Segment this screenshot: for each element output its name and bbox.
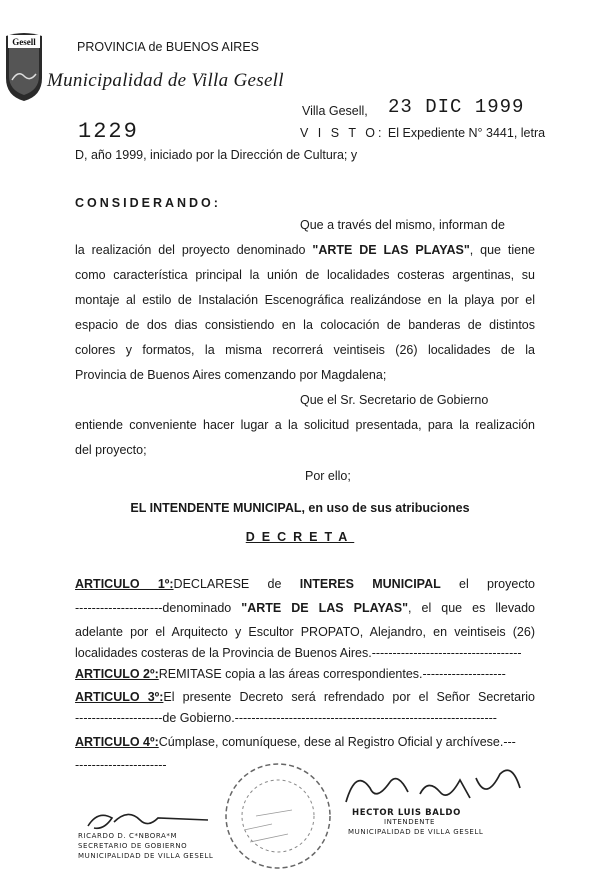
article-1-line4: localidades costeras de la Provincia de Buenos Aires.------------------------------------ [75,646,522,660]
visto-label: V I S T O: [300,126,385,140]
decree-number: 1229 [78,119,139,144]
considerando-p1-line1: Que a través del mismo, informan de [300,218,505,232]
article-2-text: REMITASE copia a las áreas correspondientes.-------------------- [158,667,506,681]
article-1-text-b: INTERES MUNICIPAL [299,577,441,591]
province-name: PROVINCIA de BUENOS AIRES [77,40,260,54]
considerando-p1-line4: montaje al estilo de Instalación Escenográfica realizándose en la playa por el [75,293,535,307]
article-4-text: Cúmplase, comuníquese, dese al Registro Oficial y archívese.--- [158,735,516,749]
visto-text: El Expediente N° 3441, letra [387,126,546,140]
article-4 [75,735,545,749]
article-3-line2: ---------------------de Gobierno.--------------------------------------------------------------- [75,711,497,725]
intendente-line [0,501,600,515]
considerando-p1-line2-text: la realización del proyecto denominado [75,243,306,257]
decreta-heading: DECRETA [245,530,355,544]
place-name: Villa Gesell, [302,104,368,118]
article-1-line3: adelante por el Arquitecto y Escultor PROPATO, Alejandro, en veintiseis (26) [75,625,535,639]
article-2 [75,667,535,681]
article-4-line2: ---------------------- [75,758,167,772]
article-1-label: ARTICULO 1º: [75,577,174,591]
article-4-label: ARTICULO 4º: [75,735,159,749]
project-title: "ARTE DE LAS PLAYAS" [312,243,470,257]
considerando-p1-line2 [75,243,535,257]
article-1-text-c: el proyecto [459,577,536,591]
intendente-line-text: EL INTENDENTE MUNICIPAL, en uso de sus atribuciones [130,501,470,515]
por-ello: Por ello; [305,469,351,483]
mayor-name: HECTOR LUIS BALDO [352,808,461,818]
svg-text:Gesell: Gesell [12,37,36,47]
considerando-p1-line5: espacio de dos dias consistiendo en la colocación de banderas de distintos [75,318,535,332]
municipality-name: Municipalidad de Villa Gesell [47,70,284,91]
secretary-name: RICARDO D. C*NBORA*M [78,832,178,840]
mayor-title: INTENDENTE [384,818,435,826]
considerando-p2-line1: Que el Sr. Secretario de Gobierno [300,393,489,407]
article-3-text: El presente Decreto será refrendado por el Señor Secretario [163,690,535,704]
article-1-text-a: DECLARESE de [173,577,282,591]
official-seal-stamp [222,760,334,872]
article-1-dash: --------------------- [75,601,163,615]
considerando-p2-line2: entiende conveniente hacer lugar a la solicitud presentada, para la realización [75,418,535,432]
considerando-p2-line3: del proyecto; [75,443,147,457]
visto-text-2: D, año 1999, iniciado por la Dirección de Cultura; y [75,148,358,162]
article-1-text-d: , el que es llevado [408,601,535,615]
visto-line [300,126,545,140]
article-1-denominado: denominado [162,601,232,615]
considerando-p1-line2-end: , que tiene [469,243,535,257]
mayor-org: MUNICIPALIDAD DE VILLA GESELL [348,828,484,836]
municipal-logo [4,30,44,102]
article-2-label: ARTICULO 2º: [75,667,159,681]
article-3 [75,690,535,704]
article-3-label: ARTICULO 3º: [75,690,164,704]
considerando-p1-line6: colores y formatos, la misma recorrerá veintiseis (26) localidades de la [75,343,535,357]
considerando-p1-line3: como característica principal la unión de localidades costeras argentinas, su [75,268,535,282]
secretary-title: SECRETARIO DE GOBIERNO [78,842,188,850]
secretary-org: MUNICIPALIDAD DE VILLA GESELL [78,852,214,860]
decree-date: 23 DIC 1999 [388,96,525,118]
article-1-line2 [75,601,535,615]
article-1-line1 [75,577,535,591]
considerando-heading: CONSIDERANDO: [75,196,221,210]
considerando-p1-line7: Provincia de Buenos Aires comenzando por Magdalena; [75,368,387,382]
article-1-project-title: "ARTE DE LAS PLAYAS" [241,601,408,615]
